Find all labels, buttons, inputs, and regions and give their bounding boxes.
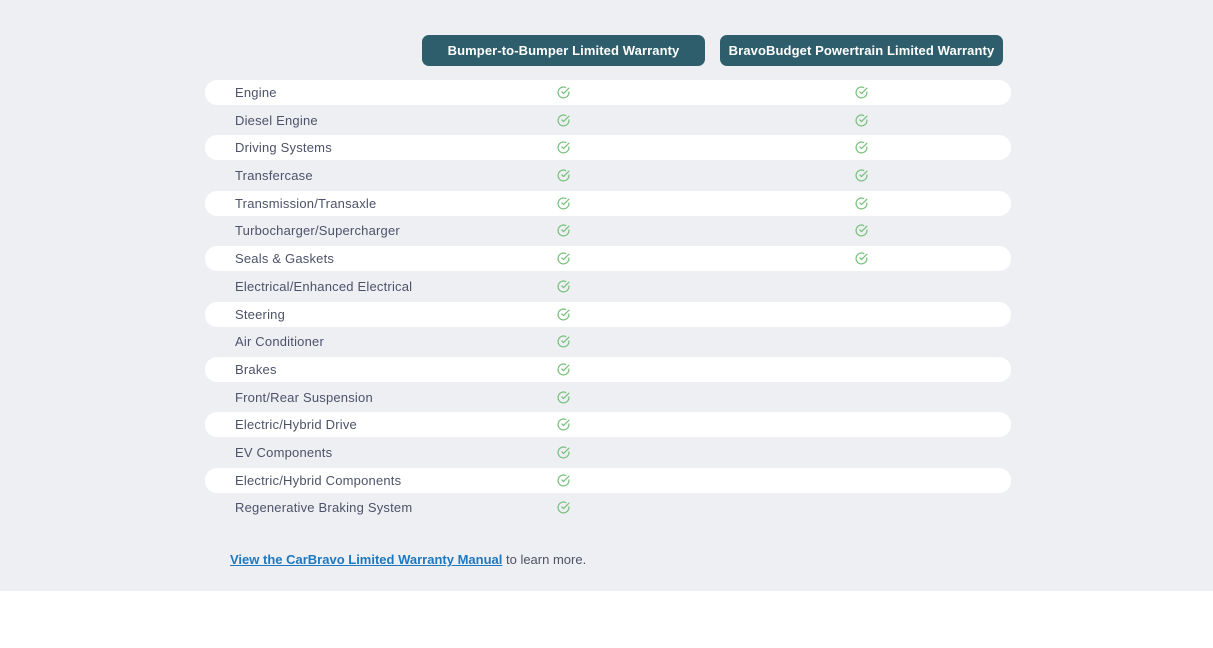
table-row: [205, 440, 1011, 465]
check-circle-icon: [855, 114, 868, 127]
table-row: [205, 495, 1011, 520]
powertrain-cell: [720, 169, 1003, 182]
table-row: [205, 135, 1011, 160]
check-circle-icon: [855, 141, 868, 154]
component-label: Electric/Hybrid Components: [235, 472, 402, 488]
table-row: [205, 218, 1011, 243]
powertrain-cell: [720, 114, 1003, 127]
bumper-to-bumper-cell: [422, 474, 705, 487]
component-label: Diesel Engine: [235, 112, 318, 128]
check-circle-icon: [557, 363, 570, 376]
bumper-to-bumper-cell: [422, 391, 705, 404]
table-row: [205, 468, 1011, 493]
component-label: Driving Systems: [235, 140, 332, 156]
component-label: Steering: [235, 306, 286, 322]
warranty-table-body: [205, 80, 1011, 520]
check-circle-icon: [557, 86, 570, 99]
warranty-comparison-table: [205, 35, 1011, 567]
check-circle-icon: [557, 418, 570, 431]
table-row: [205, 80, 1011, 105]
component-label: Air Conditioner: [235, 334, 324, 350]
column-header-bumper-to-bumper-warranty: Bumper-to-Bumper Limited Warranty: [422, 35, 705, 66]
powertrain-cell: [720, 86, 1003, 99]
check-circle-icon: [557, 446, 570, 459]
check-circle-icon: [855, 86, 868, 99]
warranty-manual-link[interactable]: View the CarBravo Limited Warranty Manual: [230, 552, 503, 568]
check-circle-icon: [557, 169, 570, 182]
component-label: Seals & Gaskets: [235, 251, 335, 267]
check-circle-icon: [557, 308, 570, 321]
bumper-to-bumper-cell: [422, 86, 705, 99]
bumper-to-bumper-cell: [422, 308, 705, 321]
warranty-manual-note-suffix: to learn more.: [505, 552, 587, 568]
component-label: Transfercase: [235, 168, 313, 184]
component-label: Transmission/Transaxle: [235, 195, 377, 211]
check-circle-icon: [557, 114, 570, 127]
check-circle-icon: [557, 474, 570, 487]
bumper-to-bumper-cell: [422, 446, 705, 459]
check-circle-icon: [557, 197, 570, 210]
check-circle-icon: [557, 252, 570, 265]
warranty-manual-note: [230, 552, 1011, 567]
component-label: Engine: [235, 85, 277, 100]
bumper-to-bumper-cell: [422, 335, 705, 348]
bumper-to-bumper-cell: [422, 363, 705, 376]
table-row: [205, 191, 1011, 216]
check-circle-icon: [557, 501, 570, 514]
check-circle-icon: [557, 280, 570, 293]
component-label: Front/Rear Suspension: [235, 389, 373, 405]
bumper-to-bumper-cell: [422, 280, 705, 293]
check-circle-icon: [855, 252, 868, 265]
powertrain-cell: [720, 252, 1003, 265]
bumper-to-bumper-cell: [422, 252, 705, 265]
check-circle-icon: [855, 224, 868, 237]
powertrain-cell: [720, 197, 1003, 210]
component-label: Turbocharger/Supercharger: [235, 223, 400, 239]
check-circle-icon: [557, 391, 570, 404]
check-circle-icon: [557, 141, 570, 154]
table-row: [205, 385, 1011, 410]
bumper-to-bumper-cell: [422, 418, 705, 431]
powertrain-cell: [720, 141, 1003, 154]
check-circle-icon: [855, 197, 868, 210]
component-label: EV Components: [235, 444, 333, 460]
table-row: [205, 412, 1011, 437]
component-label: Electrical/Enhanced Electrical: [235, 278, 413, 294]
warranty-table-header: [205, 35, 1011, 66]
check-circle-icon: [855, 169, 868, 182]
bumper-to-bumper-cell: [422, 114, 705, 127]
bumper-to-bumper-cell: [422, 197, 705, 210]
check-circle-icon: [557, 224, 570, 237]
check-circle-icon: [557, 335, 570, 348]
component-label: Electric/Hybrid Drive: [235, 417, 357, 433]
table-row: [205, 274, 1011, 299]
table-row: [205, 108, 1011, 133]
table-row: [205, 357, 1011, 382]
bumper-to-bumper-cell: [422, 224, 705, 237]
table-row: [205, 329, 1011, 354]
bumper-to-bumper-cell: [422, 501, 705, 514]
table-row: [205, 302, 1011, 327]
bumper-to-bumper-cell: [422, 141, 705, 154]
header-spacer: [205, 35, 422, 66]
component-label: Regenerative Braking System: [235, 500, 413, 516]
table-row: [205, 246, 1011, 271]
component-label: Brakes: [235, 361, 277, 377]
bumper-to-bumper-cell: [422, 169, 705, 182]
table-row: [205, 163, 1011, 188]
column-header-powertrain-warranty: BravoBudget Powertrain Limited Warranty: [720, 35, 1003, 66]
powertrain-cell: [720, 224, 1003, 237]
